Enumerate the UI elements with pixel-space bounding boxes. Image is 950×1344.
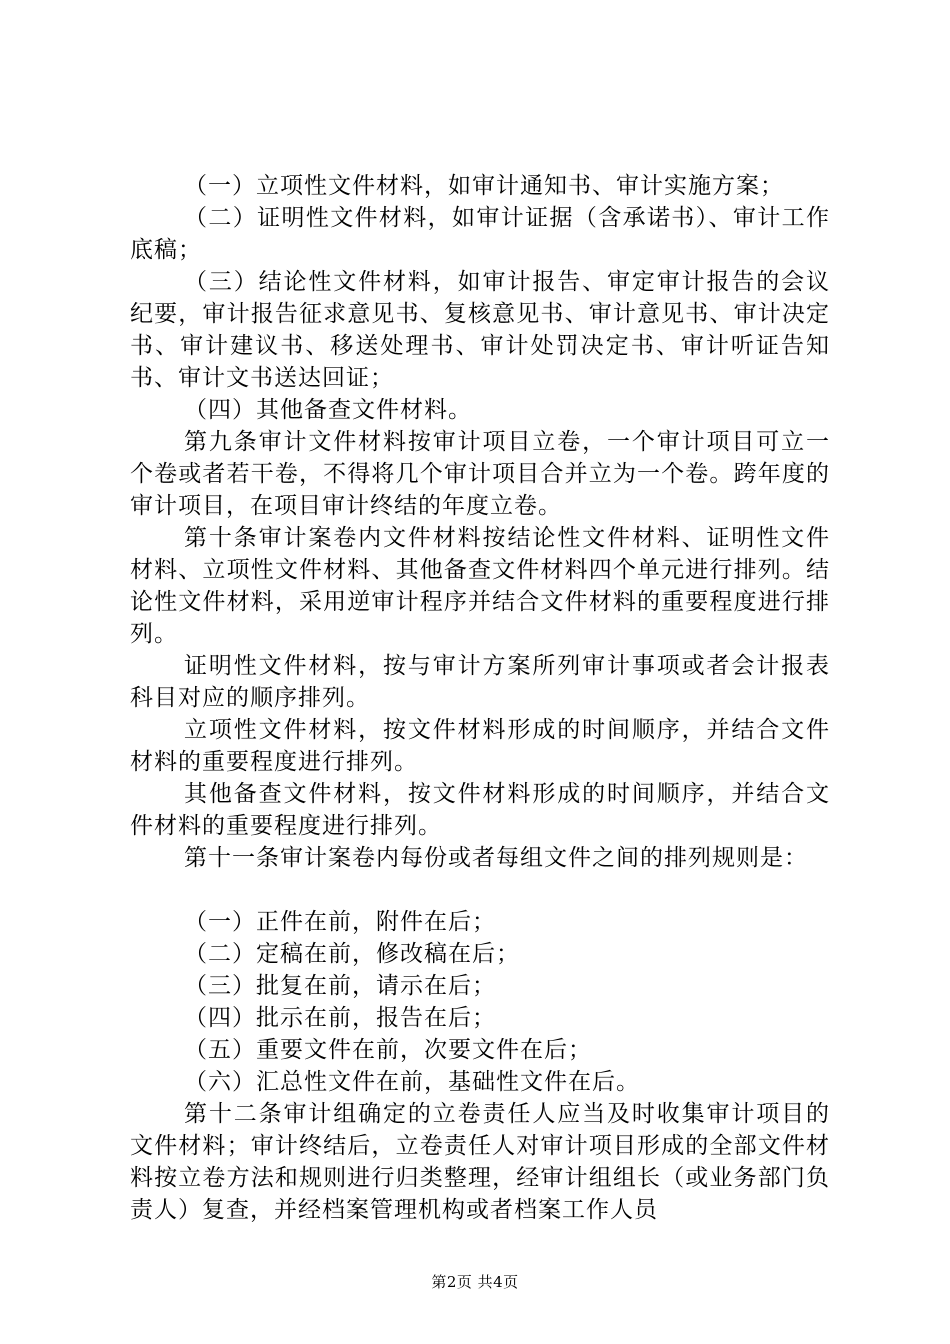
paragraph-item-3: （三）结论性文件材料，如审计报告、审定审计报告的会议纪要，审计报告征求意见书、复核意见书、审计意见书、审计决定书、审计建议书、移送处理书、审计处罚决定书、审计听证告知书、审计文书送达回证； [130,269,830,391]
rule-item-2: （二）定稿在前，修改稿在后； [184,941,520,967]
article-11: 第十一条审计案卷内每份或者每组文件之间的排列规则是： [184,845,808,871]
article-10: 第十条审计案卷内文件材料按结论性文件材料、证明性文件材料、立项性文件材料、其他备查文件材料四个单元进行排列。结论性文件材料，采用逆审计程序并结合文件材料的重要程度进行排列。 [130,525,830,647]
page-number-footer: 第2页 共4页 [431,1273,519,1291]
article-10-proof: 证明性文件材料，按与审计方案所列审计事项或者会计报表科目对应的顺序排列。 [130,653,830,711]
document-body [130,170,830,1226]
rule-item-3: （三）批复在前，请示在后； [184,973,496,999]
paragraph-item-1: （一）立项性文件材料，如审计通知书、审计实施方案； [184,173,784,199]
spacer [130,874,830,906]
rule-item-1: （一）正件在前，附件在后； [184,909,496,935]
rule-item-5: （五）重要文件在前，次要文件在后； [184,1037,592,1063]
article-10-project: 立项性文件材料，按文件材料形成的时间顺序，并结合文件材料的重要程度进行排列。 [130,717,830,775]
paragraph-item-2: （二）证明性文件材料，如审计证据（含承诺书）、审计工作底稿； [130,205,830,263]
article-12: 第十二条审计组确定的立卷责任人应当及时收集审计项目的文件材料；审计终结后，立卷责任人对审计项目形成的全部文件材料按立卷方法和规则进行归类整理，经审计组组长（或业务部门负责人）复查，并经档案管理机构或者档案工作人员 [130,1101,830,1223]
article-9: 第九条审计文件材料按审计项目立卷，一个审计项目可立一个卷或者若干卷，不得将几个审计项目合并立为一个卷。跨年度的审计项目，在项目审计终结的年度立卷。 [130,429,830,519]
rule-item-4: （四）批示在前，报告在后； [184,1005,496,1031]
paragraph-item-4: （四）其他备查文件材料。 [184,397,472,423]
article-10-other: 其他备查文件材料，按文件材料形成的时间顺序，并结合文件材料的重要程度进行排列。 [130,781,830,839]
rule-item-6: （六）汇总性文件在前，基础性文件在后。 [184,1069,640,1095]
